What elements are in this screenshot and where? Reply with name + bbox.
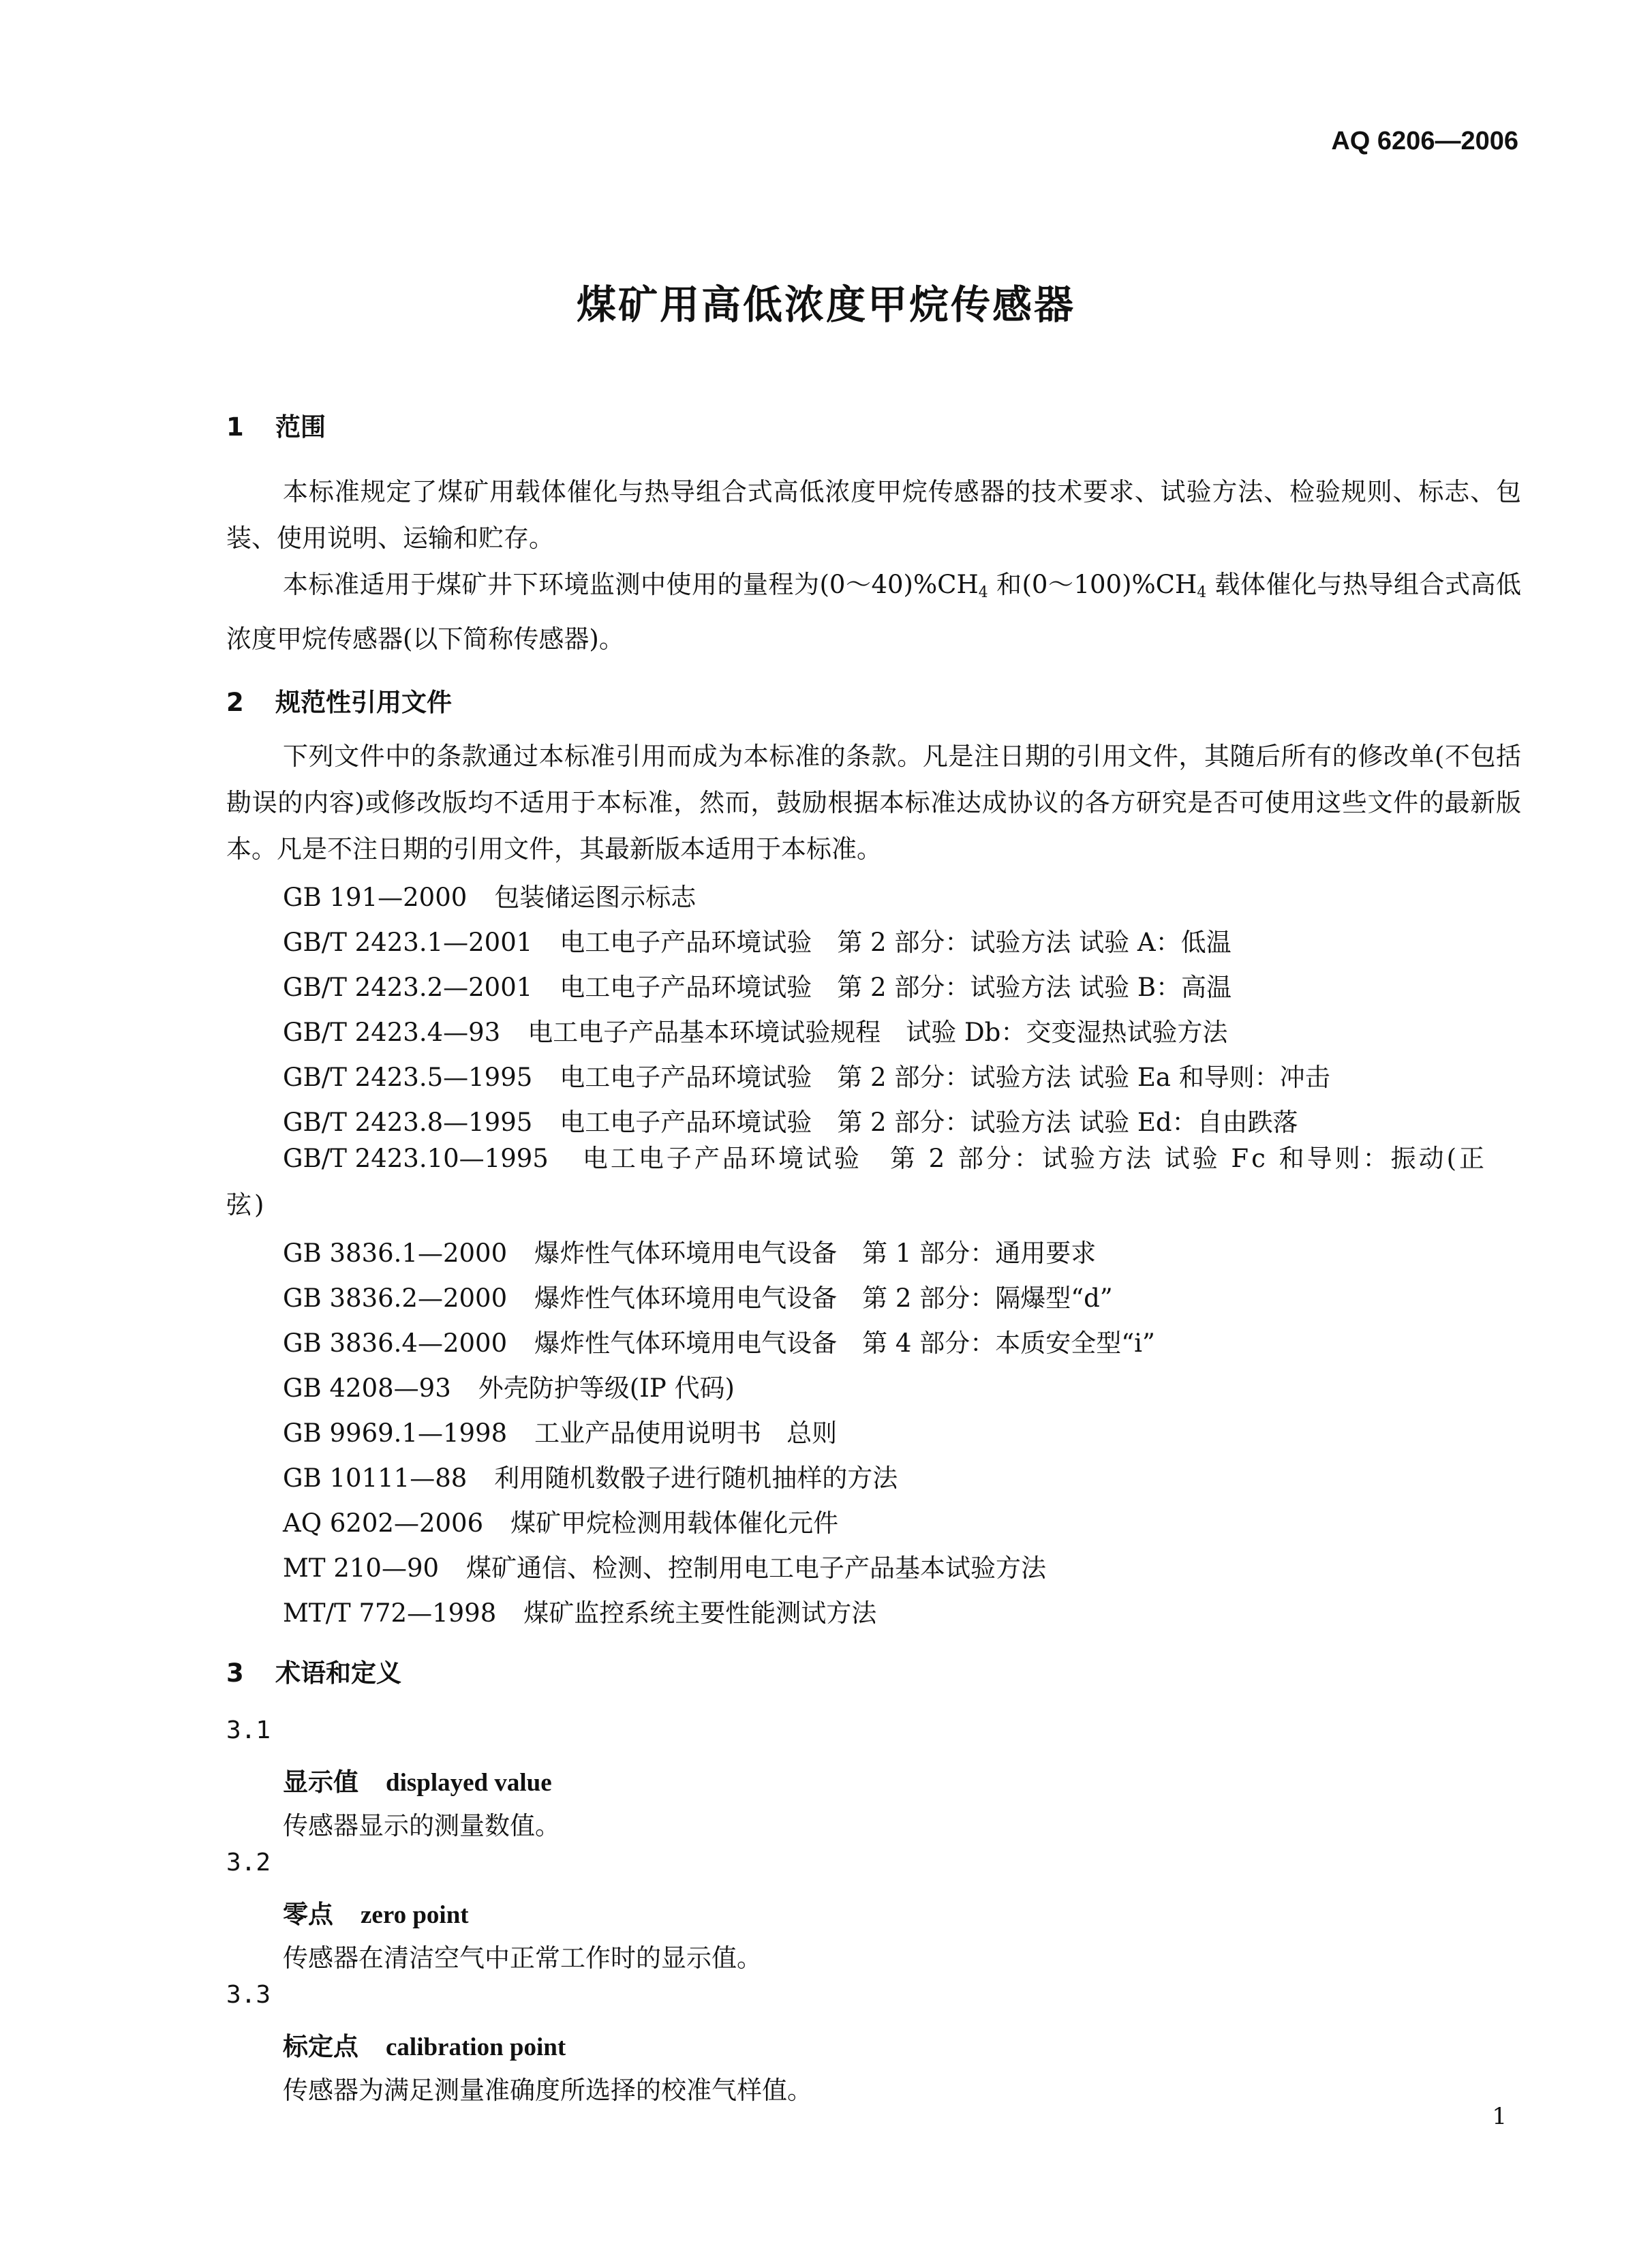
term-heading: 标定点 calibration point: [283, 2032, 566, 2061]
reference-item: GB/T 2423.5—1995 电工电子产品环境试验 第 2 部分：试验方法 试验 Ea 和导则：冲击: [283, 1063, 1330, 1092]
term-definition: 传感器在清洁空气中正常工作时的显示值。: [283, 1943, 762, 1973]
reference-item: AQ 6202—2006 煤矿甲烷检测用载体催化元件: [283, 1508, 839, 1538]
scope-paragraph-1: 本标准规定了煤矿用载体催化与热导组合式高低浓度甲烷传感器的技术要求、试验方法、检验规则、标志、包装、使用说明、运输和贮存。: [226, 477, 1521, 553]
references-intro: 下列文件中的条款通过本标准引用而成为本标准的条款。凡是注日期的引用文件，其随后所有的修改单(不包括勘误的内容)或修改版均不适用于本标准，然而，鼓励根据本标准达成协议的各方研究是否可使用这些文件的最新版本。凡是不注日期的引用文件，其最新版本适用于本标准。: [226, 742, 1521, 864]
term-heading: 零点 zero point: [283, 1900, 469, 1929]
term-number: 3.2: [226, 1849, 271, 1877]
reference-item: GB/T 2423.10—1995 电工电子产品环境试验 第 2 部分：试验方法 试验 Fc 和导则：振动(正弦): [226, 1144, 1488, 1219]
section-3-heading: [226, 1652, 401, 1689]
reference-item: GB 3836.4—2000 爆炸性气体环境用电气设备 第 4 部分：本质安全型“i”: [283, 1329, 1155, 1358]
term-number: 3.1: [226, 1716, 271, 1744]
section-title: 范围: [275, 412, 326, 442]
reference-item: GB/T 2423.1—2001 电工电子产品环境试验 第 2 部分：试验方法 试验 A：低温: [283, 928, 1232, 957]
reference-item: GB 3836.2—2000 爆炸性气体环境用电气设备 第 2 部分：隔爆型“d”: [283, 1284, 1113, 1313]
reference-item: GB 4208—93 外壳防护等级(IP 代码): [283, 1374, 735, 1403]
section-number: 2: [226, 688, 244, 717]
page-number: 1: [1492, 2103, 1507, 2130]
reference-item: MT 210—90 煤矿通信、检测、控制用电工电子产品基本试验方法: [283, 1553, 1047, 1583]
term-definition: 传感器显示的测量数值。: [283, 1811, 560, 1840]
section-number: 1: [226, 412, 244, 442]
reference-item: GB 191—2000 包装储运图示标志: [283, 883, 697, 912]
section-1-heading: [226, 406, 326, 443]
reference-item: GB 9969.1—1998 工业产品使用说明书 总则: [283, 1418, 838, 1448]
reference-item: GB/T 2423.2—2001 电工电子产品环境试验 第 2 部分：试验方法 试验 B：高温: [283, 973, 1232, 1002]
term-definition: 传感器为满足测量准确度所选择的校准气样值。: [283, 2076, 812, 2105]
standard-code-header: AQ 6206—2006: [1331, 127, 1518, 155]
section-title: 规范性引用文件: [275, 688, 452, 717]
document-title: 煤矿用高低浓度甲烷传感器: [576, 282, 1075, 328]
term-heading: 显示值 displayed value: [283, 1767, 552, 1797]
section-2-heading: [226, 682, 452, 718]
reference-item: GB 10111—88 利用随机数骰子进行随机抽样的方法: [283, 1463, 898, 1493]
reference-item: GB 3836.1—2000 爆炸性气体环境用电气设备 第 1 部分：通用要求: [283, 1239, 1097, 1268]
section-number: 3: [226, 1658, 244, 1688]
term-number: 3.3: [226, 1981, 271, 2009]
scope-paragraph-2: 本标准适用于煤矿井下环境监测中使用的量程为$(0\sim 40)\%CH_4$ 和$(0\sim 100)\%CH_4$ 载体催化与热导组合式高低浓度甲烷传感器(以下简称传感器)。: [226, 570, 1522, 654]
reference-item: MT/T 772—1998 煤矿监控系统主要性能测试方法: [283, 1598, 877, 1628]
section-title: 术语和定义: [275, 1658, 401, 1688]
reference-item: GB/T 2423.4—93 电工电子产品基本环境试验规程 试验 Db：交变湿热试验方法: [283, 1018, 1228, 1047]
reference-item: GB/T 2423.8—1995 电工电子产品环境试验 第 2 部分：试验方法 试验 Ed：自由跌落: [283, 1108, 1298, 1137]
